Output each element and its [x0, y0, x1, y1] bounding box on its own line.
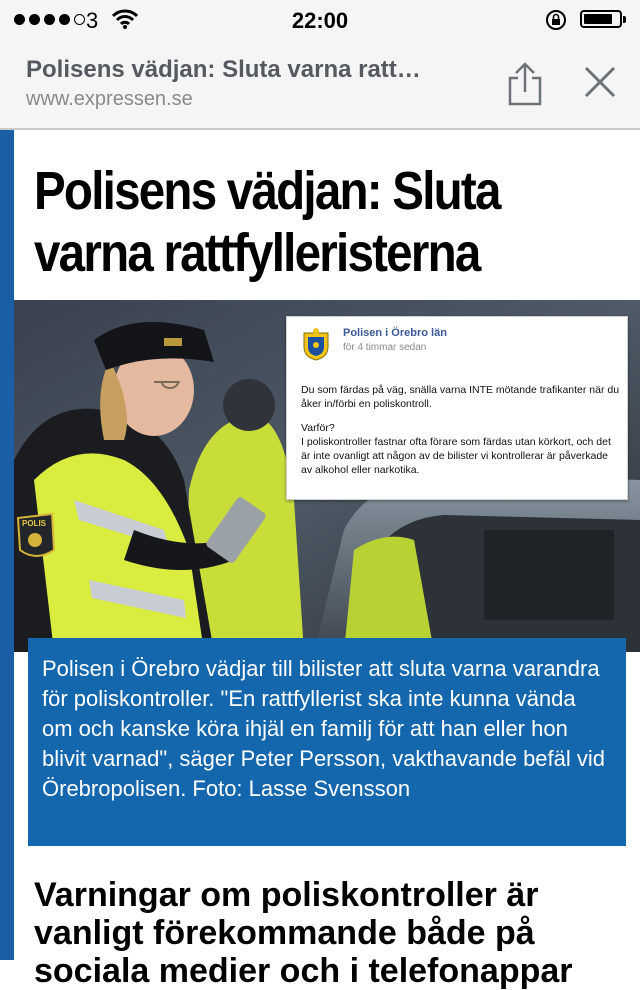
accent-strip [0, 130, 14, 960]
browser-toolbar [0, 40, 640, 130]
article-photo[interactable] [14, 300, 640, 652]
battery-icon [580, 10, 622, 28]
status-bar [0, 0, 640, 40]
share-icon[interactable] [504, 62, 546, 106]
polis-badge: POLIS [22, 519, 47, 528]
facebook-page-name: Polisen i Örebro län [343, 327, 447, 339]
close-icon[interactable] [582, 64, 618, 100]
facebook-post-time: för 4 timmar sedan [343, 342, 427, 353]
facebook-post-paragraph: Du som färdas på väg, snälla varna INTE mötande trafikanter när du åker in/förbi en poliskontroll. [301, 384, 620, 410]
page-title[interactable]: Polisens vädjan: Sluta varna ratt… [26, 56, 421, 83]
police-crest-icon [301, 327, 331, 361]
rotation-lock-icon [544, 9, 568, 31]
facebook-post-body [301, 383, 621, 487]
photo-caption: Polisen i Örebro vädjar till bilister att sluta varna varandra för poliskontroller. "En rattfyllerist ska inte kunna vända om och kanske köra ihjäl en familj för att han eller hon blivit varnad", säger Peter Persson, vakthavande befäl vid Örebropolisen. Foto: Lasse Svensson [28, 638, 626, 846]
clock: 22:00 [291, 8, 349, 33]
url-label[interactable]: www.expressen.se [26, 88, 193, 110]
facebook-post-paragraph: Varför? [301, 422, 335, 434]
article-subheadline: Varningar om poliskontroller är vanligt förekommande både på sociala medier och i telefonappar [34, 876, 573, 990]
article-headline: Polisens vädjan: Sluta varna rattfylleristerna [34, 161, 500, 283]
facebook-post-paragraph: I poliskontroller fastnar ofta förare som färdas utan körkort, och det är inte ovanligt att någon av de bilister vi kontrollerar är påverkade av alkohol eller narkotika. [301, 436, 611, 476]
carrier-label: 3 [86, 8, 99, 33]
facebook-post-card [286, 316, 628, 500]
article-content [0, 130, 640, 990]
